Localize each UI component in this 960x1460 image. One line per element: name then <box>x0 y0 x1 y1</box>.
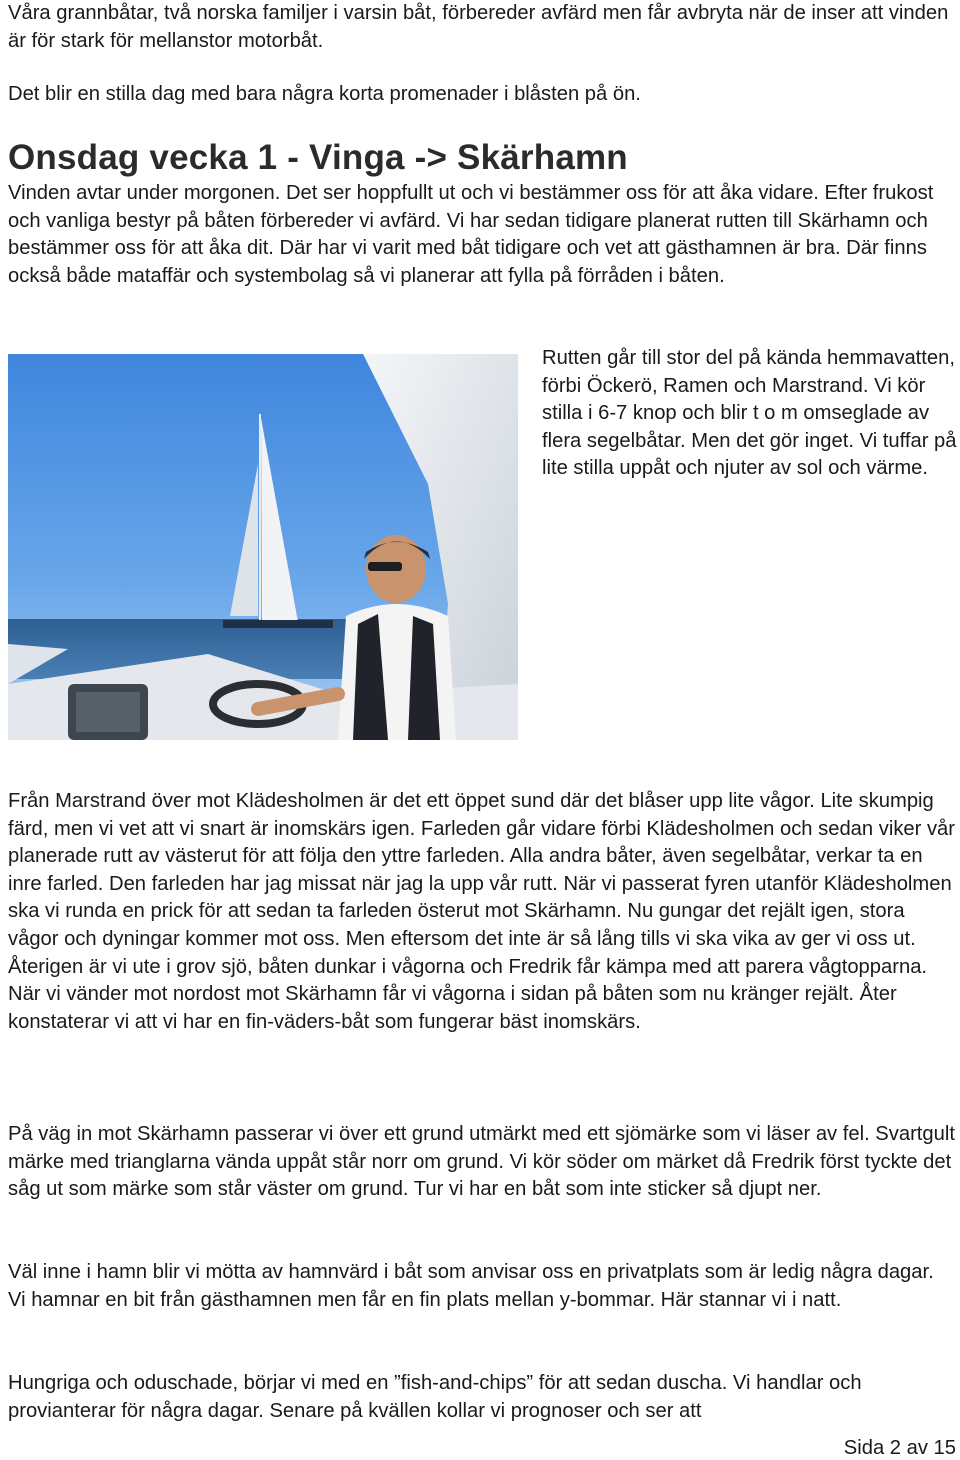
side-paragraph: Rutten går till stor del på kända hemmavatten, förbi Öckerö, Ramen och Marstrand. Vi kör stilla i 6-7 knop och blir t o m omseglade av flera segelbåtar. Men det gör inget. Vi tuffar på lite stilla uppåt och njuter av sol och värme. <box>542 347 957 480</box>
marstrand-paragraph: Från Marstrand över mot Klädesholmen är det ett öppet sund där det blåser upp lite vågor. Lite skumpig färd, men vi vet att vi snart är inomskärs igen. Farleden går vidare förbi Klädesholmen och sedan viker vår planerade rutt av västerut för att följa den yttre farleden. Alla andra båter, även segelbåtar, verkar ta en inre farled. Den farleden har jag missat när jag la upp vår rutt. När vi passerat fyren utanför Klädesholmen ska vi runda en prick för att sedan ta farleden österut mot Skärhamn. Nu gungar det rejält igen, stora vågor och dyningar kommer mot oss. Men eftersom det inte är så lång tills vi ska vika av ger vi oss ut. Återigen är vi ute i grov sjö, båten dunkar i vågorna och Fredrik får kämpa med att parera vågtopparna. När vi vänder mot nordost mot Skärhamn får vi vågorna i sidan på båten som nu kränger rejält. Åter konstaterar vi att vi har en fin-väders-båt som fungerar bäst inomskärs. <box>8 790 956 1033</box>
hungriga-paragraph: Hungriga och oduschade, börjar vi med en ”fish-and-chips” för att sedan duscha. Vi handlar och provianterar för några dagar. Senare på kvällen kollar vi prognoser och ser att <box>8 1372 862 1422</box>
boat-photo <box>8 354 518 740</box>
onsdag-paragraph: Vinden avtar under morgonen. Det ser hoppfullt ut och vi bestämmer oss för att åka vidare. Efter frukost och vanliga bestyr på båten förbereder vi avfärd. Vi har sedan tidigare planerat rutten till Skärhamn och bestämmer oss för att åka dit. Där har vi varit med båt tidigare och vet att gästhamnen är bra. Där finns också både mataffär och systembolag så vi planerar att fylla på förråden i båten. <box>8 182 934 287</box>
intro-paragraph-2: Det blir en stilla dag med bara några korta promenader i blåsten på ön. <box>8 83 641 105</box>
intro-paragraph: Våra grannbåtar, två norska familjer i varsin båt, förbereder avfärd men får avbryta när de inser att vinden är för stark för mellanstor motorbåt. <box>8 2 949 52</box>
valinne-paragraph: Väl inne i hamn blir vi mötta av hamnvärd i båt som anvisar oss en privatplats som är ledig några dagar. Vi hamnar en bit från gästhamnen men får en fin plats mellan y-bommar. Här stannar vi i natt. <box>8 1261 934 1311</box>
pavag-paragraph: På väg in mot Skärhamn passerar vi över ett grund utmärkt med ett sjömärke som vi läser av fel. Svartgult märke med trianglarna vända uppåt står norr om grund. Vi kör söder om märket då Fredrik först tyckte det såg ut som märke som står väster om grund. Tur vi har en båt som inte sticker så djupt ner. <box>8 1123 955 1201</box>
section-heading: Onsdag vecka 1 - Vinga -> Skärhamn <box>8 138 628 177</box>
page-number: Sida 2 av 15 <box>843 1437 956 1459</box>
